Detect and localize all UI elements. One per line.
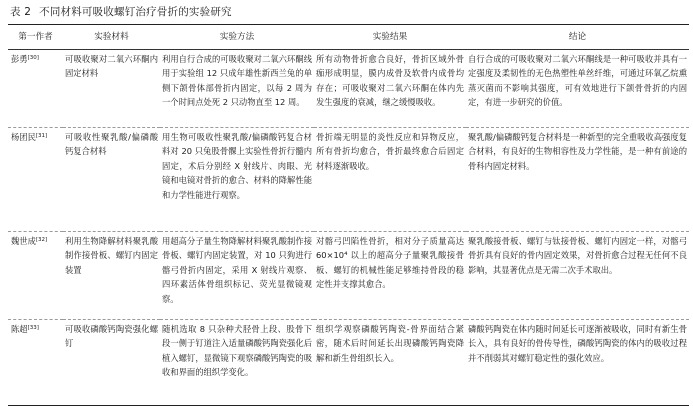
header-author: 第一作者 xyxy=(8,25,63,50)
header-method: 实验方法 xyxy=(160,25,314,50)
table-row xyxy=(8,232,689,320)
material-cell: 可吸收性聚乳酸/偏磷酸钙复合材料 xyxy=(63,128,160,232)
header-result: 实验结果 xyxy=(314,25,466,50)
result-cell: 组织学观察磷酸钙陶瓷-骨界面结合紧密，随术后时间延长出现磷酸钙陶瓷降解和新生骨组织长入。 xyxy=(314,320,466,406)
conclusion-cell: 磷酸钙陶瓷在体内随时间延长可逐渐被吸收，同时有新生骨长入，具有良好的骨传导性，磷酸钙陶瓷的体内的吸收过程并不削弱其对螺钉稳定性的强化效应。 xyxy=(466,320,689,406)
experiment-table xyxy=(8,25,689,406)
result-cell: 对髂弓凹陷性骨折，相对分子质量高达 60×10⁴ 以上的超高分子量聚乳酸接骨板、螺钉的机械性能足够维持骨段的稳定性并支撑其愈合。 xyxy=(314,232,466,320)
method-cell: 随机选取 8 只杂种犬胫骨上段、股骨下段一侧于钉道注入适量磷酸钙陶瓷强化后植入螺钉，显微镜下观察磷酸钙陶瓷的吸收和界面的组织学变化。 xyxy=(160,320,314,406)
author-name: 杨团民 xyxy=(11,132,36,142)
material-cell: 可吸收磷酸钙陶瓷强化螺钉 xyxy=(63,320,160,406)
author-name: 魏世成 xyxy=(11,236,36,246)
header-row xyxy=(8,25,689,50)
header-material: 实验材料 xyxy=(63,25,160,50)
conclusion-cell: 聚乳酸接骨板、螺钉与钛接骨板、螺钉内固定一样，对髂弓骨折具有良好的骨内固定效果，对骨折愈合过程无任何不良影响，其显著优点是无需二次手术取出。 xyxy=(466,232,689,320)
reference-mark: [31] xyxy=(35,133,48,139)
author-cell xyxy=(8,50,63,128)
table-number: 表 2 xyxy=(10,6,32,18)
reference-mark: [33] xyxy=(27,325,39,331)
table-row xyxy=(8,50,689,128)
method-cell: 用超高分子量生物降解材料聚乳酸制作接骨板、螺钉内固定装置，对 10 只狗进行髂弓骨折内固定，采用 X 射线片观察、四环素活体骨组织标记、荧光显微镜观察。 xyxy=(160,232,314,320)
material-cell: 利用生物降解材料聚乳酸制作接骨板、螺钉内固定装置 xyxy=(63,232,160,320)
table-row xyxy=(8,128,689,232)
table-row xyxy=(8,320,689,406)
table-title: 不同材料可吸收螺钉治疗骨折的实验研究 xyxy=(39,6,232,18)
author-name: 彭勇 xyxy=(11,54,28,64)
reference-mark: [32] xyxy=(35,237,48,243)
result-cell: 骨折端无明显的炎性反应和异物反应，所有骨折均愈合，骨折最终愈合后固定材料逐渐吸收。 xyxy=(314,128,466,232)
header-conclusion: 结论 xyxy=(466,25,689,50)
author-cell xyxy=(8,128,63,232)
conclusion-cell: 自行合成的可吸收聚对二氧六环酮线是一种可吸收并具有一定强度及柔韧性的无色热塑性单丝纤维，可通过环氧乙烷熏蒸灭菌而不影响其强度，可有效地进行下颌骨骨折的内固定，有进一步研究的价值。 xyxy=(466,50,689,128)
method-cell: 利用自行合成的可吸收聚对二氧六环酮线用于实验组 12 只成年雄性新西兰兔的单侧下颌骨体部骨折内固定，以每 2 周为一个时间点处死 2 只动物直至 12 周。 xyxy=(160,50,314,128)
author-name: 陈超 xyxy=(11,324,28,334)
conclusion-cell: 聚乳酸/偏磷酸钙复合材料是一种新型的完全重吸收高强度复合材料，有良好的生物相容性及力学性能，是一种有前途的骨科内固定材料。 xyxy=(466,128,689,232)
material-cell: 可吸收聚对二氧六环酮内固定材料 xyxy=(63,50,160,128)
method-cell: 用生物可吸收性聚乳酸/偏磷酸钙复合材料对 20 只兔股骨髁上实验性骨折行髓内固定，术后分别经 X 射线片、肉眼、光镜和电镜对骨折的愈合、材料的降解性能和力学性能进行观察。 xyxy=(160,128,314,232)
author-cell xyxy=(8,232,63,320)
author-cell xyxy=(8,320,63,406)
reference-mark: [30] xyxy=(27,55,39,61)
result-cell: 所有动物骨折愈合良好，骨折区域外骨痂形成明显，膜内成骨及软骨内成骨均存在；可吸收聚对二氧六环酮在体内先发生强度的衰减，继之缓慢吸收。 xyxy=(314,50,466,128)
table-caption xyxy=(8,0,689,24)
